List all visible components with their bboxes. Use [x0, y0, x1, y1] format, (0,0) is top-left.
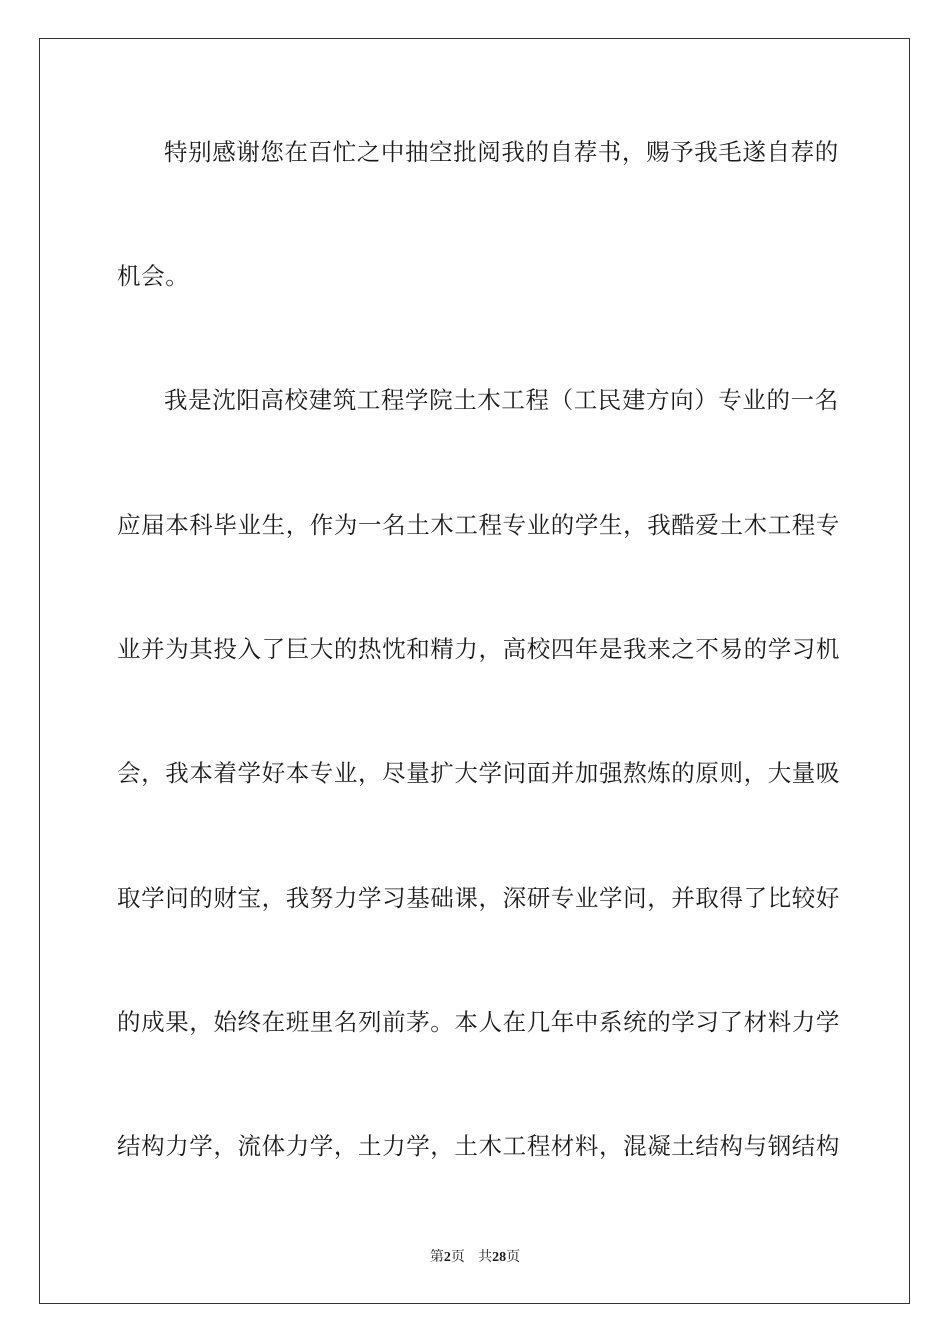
- paragraph-1-line-2: 机会。: [117, 262, 190, 290]
- footer-total-prefix: 共: [478, 1249, 493, 1265]
- footer-page-prefix: 第: [429, 1249, 444, 1265]
- paragraph-2-line-2: 应届本科毕业生，作为一名土木工程专业的学生，我酷爱土木工程专: [117, 511, 840, 539]
- footer-page-number: 2: [443, 1250, 451, 1265]
- paragraph-2-line-1: 我是沈阳高校建筑工程学院土木工程（工民建方向）专业的一名: [164, 386, 839, 414]
- footer-page-suffix: 页: [450, 1249, 465, 1265]
- paragraph-2-line-7: 结构力学，流体力学，土力学，土木工程材料，混凝土结构与钢结构: [117, 1132, 840, 1160]
- page-border: [39, 38, 910, 1304]
- page-footer: [0, 1248, 950, 1267]
- footer-total-pages: 28: [492, 1250, 507, 1265]
- paragraph-1-line-1: 特别感谢您在百忙之中抽空批阅我的自荐书，赐予我毛遂自荐的: [164, 138, 839, 166]
- paragraph-2-line-3: 业并为其投入了巨大的热忱和精力，高校四年是我来之不易的学习机: [117, 635, 840, 663]
- paragraph-2-line-5: 取学问的财宝，我努力学习基础课，深研专业学问，并取得了比较好: [117, 884, 840, 912]
- paragraph-2-line-4: 会，我本着学好本专业，尽量扩大学问面并加强熬炼的原则，大量吸: [117, 759, 840, 787]
- paragraph-2-line-6: 的成果，始终在班里名列前茅。本人在几年中系统的学习了材料力学: [117, 1008, 840, 1036]
- footer-total-suffix: 页: [506, 1249, 521, 1265]
